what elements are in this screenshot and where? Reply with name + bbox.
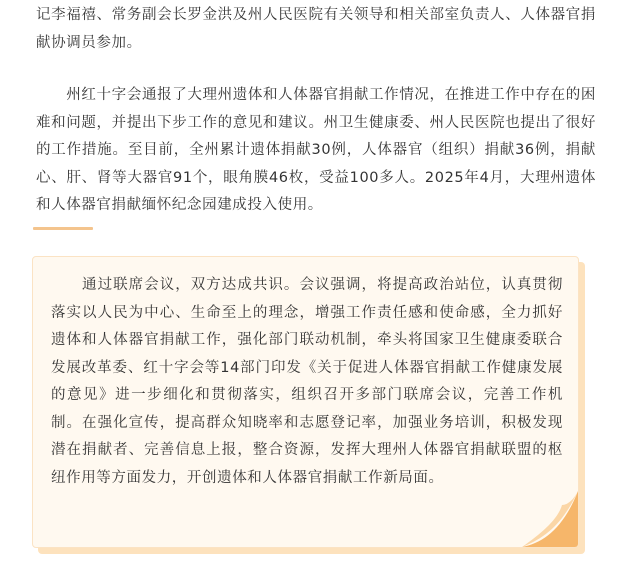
- article-paragraph-report: 州红十字会通报了大理州遗体和人体器官捐献工作情况，在推进工作中存在的困难和问题，并提出下步工作的意见和建议。州卫生健康委、州人民医院也提出了很好的工作措施。至目前，全州累计遗体捐献30例，人体器官（组织）捐献36例，捐献心、肝、肾等大器官91个，眼角膜46枚，受益100多人。2025年4月，大理州遗体和人体器官捐献缅怀纪念园建成投入使用。: [36, 87, 596, 213]
- section-divider: [33, 227, 93, 230]
- article-paragraph-intro: 记李福禧、常务副会长罗金洪及州人民医院有关领导和相关部室负责人、人体器官捐献协调员参加。: [36, 7, 596, 51]
- highlight-paragraph: 通过联席会议，双方达成共识。会议强调，将提高政治站位，认真贯彻落实以人民为中心、生命至上的理念，增强工作责任感和使命感，全力抓好遗体和人体器官捐献工作，强化部门联动机制，牵头将国家卫生健康委联合发展改革委、红十字会等14部门印发《关于促进人体器官捐献工作健康发展的意见》进一步细化和贯彻落实，组织召开多部门联席会议，完善工作机制。在强化宣传，提高群众知晓率和志愿登记率，加强业务培训，积极发现潜在捐献者、完善信息上报，整合资源，发挥大理州人体器官捐献联盟的枢纽作用等方面发力，开创遗体和人体器官捐献工作新局面。: [51, 277, 563, 486]
- page-curl-decoration: [518, 487, 578, 547]
